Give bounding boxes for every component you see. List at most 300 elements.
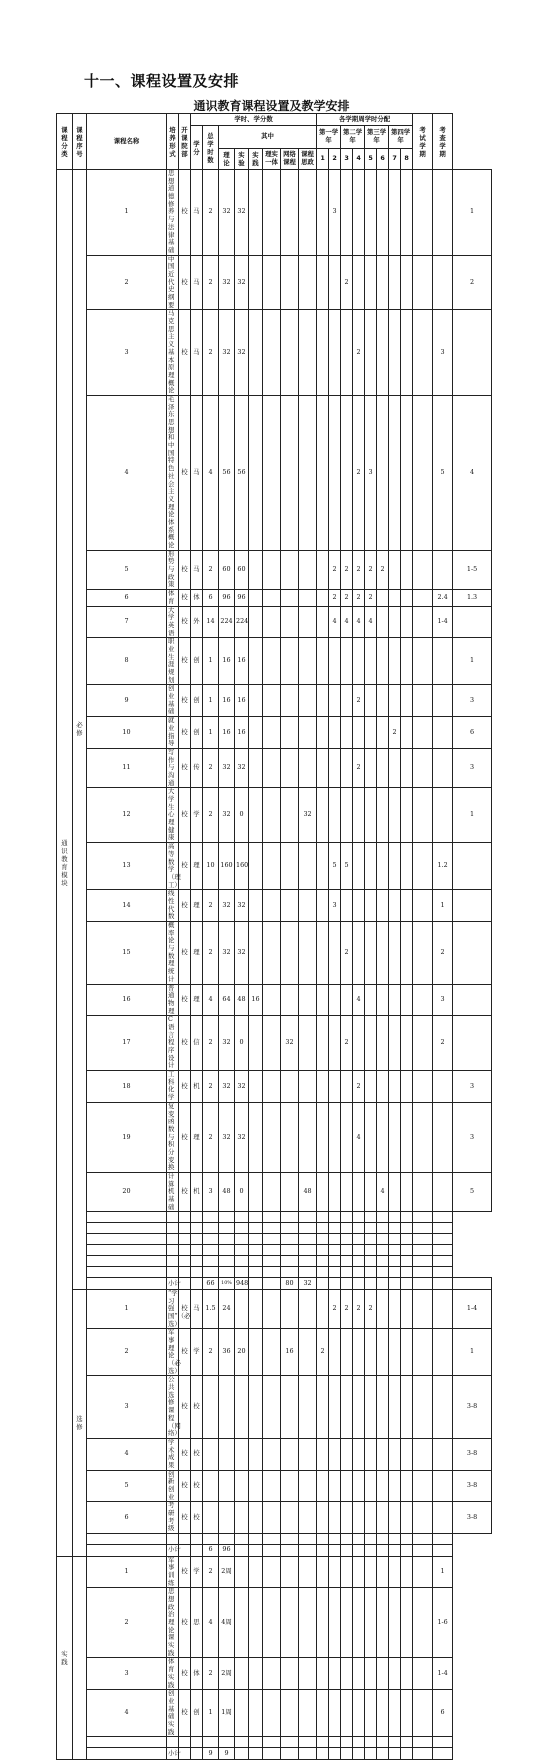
table-row <box>57 685 492 717</box>
empty-cell <box>329 1212 341 1223</box>
row-check: 1 <box>433 1556 453 1588</box>
row-experiment <box>249 1376 263 1439</box>
row-sem-4 <box>365 984 377 1016</box>
empty-cell <box>413 1545 433 1556</box>
empty-cell <box>365 1256 377 1267</box>
empty-cell <box>329 1658 341 1690</box>
row-sem-2 <box>341 170 353 256</box>
row-dept: 马 <box>191 550 203 589</box>
row-check: 3 <box>453 685 492 717</box>
row-seq: 1 <box>87 170 167 256</box>
empty-cell <box>219 1212 235 1223</box>
row-dept: 学 <box>191 1329 203 1376</box>
empty-cell <box>353 1658 365 1690</box>
empty-cell <box>341 1534 353 1545</box>
header-year3: 第三学年 <box>365 126 389 149</box>
row-sem-1: 5 <box>329 843 341 890</box>
row-credit: 1 <box>203 1690 219 1737</box>
empty-cell <box>341 1545 353 1556</box>
empty-cell <box>401 1267 413 1278</box>
row-sem-7 <box>401 1376 413 1439</box>
row-ideology <box>317 255 329 310</box>
row-experiment <box>249 395 263 550</box>
row-exam: 1 <box>433 890 453 922</box>
empty-cell <box>377 1556 389 1588</box>
empty-cell <box>87 1748 167 1759</box>
row-check <box>453 606 492 638</box>
row-sem-7 <box>401 638 413 685</box>
empty-cell <box>329 1234 341 1245</box>
empty-cell <box>281 1588 299 1658</box>
empty-cell <box>389 1267 401 1278</box>
empty-cell <box>263 1534 281 1545</box>
row-sem-7 <box>401 984 413 1016</box>
row-sem-3 <box>353 843 365 890</box>
row-total-hours <box>219 1438 235 1470</box>
empty-cell <box>263 1212 281 1223</box>
row-experiment <box>249 922 263 985</box>
row-sem-3: 2 <box>353 1289 365 1328</box>
empty-cell <box>317 1278 329 1289</box>
row-sem-2 <box>341 1502 353 1534</box>
row-total-hours: 36 <box>219 1329 235 1376</box>
header-year1: 第一学年 <box>317 126 341 149</box>
row-check: 3-8 <box>453 1376 492 1439</box>
empty-cell <box>87 1267 167 1278</box>
row-theory: 16 <box>235 685 249 717</box>
empty-cell <box>263 1748 281 1759</box>
row-theory: 16 <box>235 638 249 685</box>
row-sem-5 <box>377 395 389 550</box>
row-sem-3: 2 <box>353 590 365 606</box>
row-theory: 32 <box>235 922 249 985</box>
row-online <box>299 1376 317 1439</box>
row-practice <box>263 590 281 606</box>
row-sem-6 <box>389 1173 401 1212</box>
header-form: 培养形式 <box>167 114 179 170</box>
row-seq: 6 <box>87 1502 167 1534</box>
course-name: 军事训练 <box>167 1556 179 1588</box>
course-name: 中国近代史纲要 <box>167 255 179 310</box>
category-general: 通识教育模块 <box>57 170 73 1557</box>
row-form: 校 <box>179 890 191 922</box>
row-sem-8 <box>413 890 433 922</box>
row-exam: 2 <box>433 1016 453 1071</box>
row-form: 校 <box>179 550 191 589</box>
row-credit: 2 <box>203 922 219 985</box>
table-row <box>57 1737 492 1748</box>
header-credit: 学分 <box>191 126 203 170</box>
row-sem-6 <box>389 1071 401 1103</box>
row-sem-5 <box>377 890 389 922</box>
row-sem-5 <box>377 1016 389 1071</box>
table-row <box>57 1534 492 1545</box>
table-row <box>57 255 492 310</box>
row-check: 3 <box>453 1071 492 1103</box>
row-theory-practice <box>281 550 299 589</box>
row-sem-8 <box>413 922 433 985</box>
row-sem-7 <box>401 590 413 606</box>
empty-cell <box>263 1690 281 1737</box>
table-row <box>57 606 492 638</box>
row-theory-practice <box>281 395 299 550</box>
row-seq: 6 <box>87 590 167 606</box>
row-sem-8 <box>413 590 433 606</box>
row-theory-practice <box>281 788 299 843</box>
row-exam <box>433 788 453 843</box>
course-name: 职业生涯规划 <box>167 638 179 685</box>
empty-cell <box>377 1690 389 1737</box>
row-practice <box>263 1016 281 1071</box>
row-sem-2 <box>341 395 353 550</box>
empty-cell <box>249 1267 263 1278</box>
row-exam: 2.4 <box>433 590 453 606</box>
row-ideology <box>317 843 329 890</box>
row-experiment <box>249 1502 263 1534</box>
empty-cell <box>167 1256 179 1267</box>
sub-practice-blank <box>73 1556 87 1759</box>
empty-cell <box>341 1278 353 1289</box>
row-sem-3 <box>353 255 365 310</box>
empty-cell <box>341 1690 353 1737</box>
empty-cell <box>299 1658 317 1690</box>
empty-cell <box>263 1556 281 1588</box>
empty-cell <box>377 1588 389 1658</box>
empty-cell <box>377 1234 389 1245</box>
row-seq: 14 <box>87 890 167 922</box>
row-check: 6 <box>453 717 492 749</box>
row-check <box>453 984 492 1016</box>
row-sem-5 <box>377 717 389 749</box>
row-practice <box>263 685 281 717</box>
course-name: 公共选修课程（网络） <box>168 1375 181 1438</box>
row-sem-2 <box>341 984 353 1016</box>
empty-cell <box>87 1545 167 1556</box>
row-ideology <box>317 1102 329 1172</box>
header-theory-practice: 理实一体 <box>263 149 281 170</box>
empty-cell <box>389 1223 401 1234</box>
row-sem-5 <box>377 1470 389 1502</box>
row-dept: 体 <box>191 1658 203 1690</box>
row-sem-6 <box>389 550 401 589</box>
row-check: 1 <box>453 1329 492 1376</box>
row-experiment <box>249 170 263 256</box>
row-sem-8 <box>413 1289 433 1328</box>
row-credit <box>203 1502 219 1534</box>
row-total-hours: 32 <box>219 1071 235 1103</box>
empty-cell <box>249 1534 263 1545</box>
empty-cell <box>329 1588 341 1658</box>
row-credit: 1 <box>203 638 219 685</box>
row-experiment <box>249 1071 263 1103</box>
row-theory-practice <box>281 685 299 717</box>
row-check: 1 <box>453 788 492 843</box>
row-exam <box>433 1376 453 1439</box>
row-sem-7 <box>401 170 413 256</box>
row-credit: 2 <box>203 310 219 396</box>
row-total-hours: 2周 <box>219 1658 235 1690</box>
course-name: 思想政治理论课实践 <box>167 1588 179 1658</box>
header-seq: 课程序号 <box>73 114 87 170</box>
row-ideology <box>317 1438 329 1470</box>
row-online: 32 <box>299 788 317 843</box>
empty-cell <box>365 1223 377 1234</box>
empty-cell <box>413 1748 433 1759</box>
row-practice <box>263 1102 281 1172</box>
empty-cell <box>433 1545 453 1556</box>
row-sem-4 <box>365 717 377 749</box>
row-sem-6 <box>389 922 401 985</box>
row-theory: 0 <box>235 1173 249 1212</box>
row-theory <box>235 1438 249 1470</box>
row-sem-2 <box>341 717 353 749</box>
empty-cell <box>329 1245 341 1256</box>
empty-cell <box>281 1748 299 1759</box>
row-sem-3 <box>353 1329 365 1376</box>
row-seq: 10 <box>87 717 167 749</box>
row-sem-5 <box>377 843 389 890</box>
empty-cell <box>235 1267 249 1278</box>
row-exam <box>433 685 453 717</box>
row-experiment <box>249 843 263 890</box>
row-sem-2: 2 <box>341 590 353 606</box>
row-form: 校 <box>179 638 191 685</box>
row-dept: 理 <box>191 843 203 890</box>
row-credit: 3 <box>203 1173 219 1212</box>
row-sem-5 <box>377 1329 389 1376</box>
empty-cell <box>389 1245 401 1256</box>
empty-cell <box>377 1658 389 1690</box>
course-name: 思想道德修养与法律基础 <box>167 170 179 256</box>
row-practice <box>263 1470 281 1502</box>
row-experiment: 16 <box>249 984 263 1016</box>
row-sem-7 <box>401 788 413 843</box>
empty-cell <box>203 1256 219 1267</box>
row-theory: 32 <box>235 1071 249 1103</box>
row-sem-7 <box>401 1016 413 1071</box>
table-row <box>57 170 492 256</box>
row-credit: 2 <box>203 1658 219 1690</box>
course-name: 学术成果 <box>167 1438 179 1470</box>
empty-cell <box>235 1748 249 1759</box>
row-credit: 2 <box>203 1329 219 1376</box>
row-sem-3: 2 <box>353 395 365 550</box>
empty-cell <box>191 1256 203 1267</box>
empty-cell <box>263 1245 281 1256</box>
row-sem-3 <box>353 1173 365 1212</box>
row-online <box>299 1470 317 1502</box>
row-form: 校 <box>179 1470 191 1502</box>
row-sem-6 <box>389 1376 401 1439</box>
row-total-hours: 16 <box>219 685 235 717</box>
row-seq: 4 <box>87 395 167 550</box>
empty-cell <box>191 1748 203 1759</box>
empty-cell <box>179 1534 191 1545</box>
row-theory-practice <box>281 606 299 638</box>
empty-cell <box>87 1534 167 1545</box>
table-row <box>57 1102 492 1172</box>
empty-cell <box>191 1278 203 1289</box>
row-sem-6 <box>389 890 401 922</box>
empty-cell <box>329 1748 341 1759</box>
row-dept: 理 <box>191 984 203 1016</box>
row-exam: 3 <box>433 310 453 396</box>
empty-cell <box>235 1256 249 1267</box>
row-total-hours: 160 <box>219 843 235 890</box>
empty-cell <box>365 1748 377 1759</box>
row-exam <box>433 1289 453 1328</box>
row-sem-4: 2 <box>365 550 377 589</box>
row-sem-8 <box>413 1173 433 1212</box>
empty-cell <box>235 1588 249 1658</box>
row-online <box>299 1329 317 1376</box>
row-check: 3 <box>453 1102 492 1172</box>
row-sem-4: 4 <box>365 606 377 638</box>
row-seq: 5 <box>87 1470 167 1502</box>
row-seq: 3 <box>87 310 167 396</box>
row-sem-2 <box>341 685 353 717</box>
row-sem-1 <box>329 1173 341 1212</box>
row-total-hours: 48 <box>219 1173 235 1212</box>
empty-cell <box>389 1737 401 1748</box>
row-credit: 6 <box>203 590 219 606</box>
table-row <box>57 638 492 685</box>
row-sem-4 <box>365 1102 377 1172</box>
row-sem-5 <box>377 1102 389 1172</box>
row-theory: 96 <box>235 590 249 606</box>
row-sem-2: 2 <box>341 1289 353 1328</box>
row-experiment <box>249 550 263 589</box>
empty-cell <box>401 1256 413 1267</box>
row-experiment <box>249 1470 263 1502</box>
row-sem-8 <box>413 550 433 589</box>
empty-cell <box>329 1737 341 1748</box>
row-experiment <box>249 1329 263 1376</box>
row-seq: 3 <box>87 1376 167 1439</box>
row-sem-3 <box>353 1470 365 1502</box>
table-row <box>57 1329 492 1376</box>
empty-cell <box>353 1256 365 1267</box>
empty-cell <box>235 1234 249 1245</box>
row-theory-practice <box>281 1071 299 1103</box>
row-sem-4 <box>365 685 377 717</box>
row-form: 校 <box>179 170 191 256</box>
empty-cell <box>377 1737 389 1748</box>
row-sem-6 <box>389 638 401 685</box>
row-total-hours: 16 <box>219 638 235 685</box>
row-sem-1 <box>329 685 341 717</box>
empty-cell <box>167 1234 179 1245</box>
header-hours-group: 学时、学分数 <box>191 114 317 126</box>
row-total-hours: 24 <box>219 1289 235 1328</box>
header-sem-6: 6 <box>377 149 389 170</box>
empty-cell <box>179 1245 191 1256</box>
header-total-hours: 总学时数 <box>203 126 219 170</box>
row-online <box>299 1502 317 1534</box>
row-sem-5 <box>377 984 389 1016</box>
row-theory-practice <box>281 1438 299 1470</box>
header-sem-1: 1 <box>317 149 329 170</box>
empty-cell <box>167 1534 179 1545</box>
course-name: 计算机基础 <box>167 1173 179 1212</box>
row-online <box>299 255 317 310</box>
row-theory-practice <box>281 1102 299 1172</box>
row-sem-3 <box>353 922 365 985</box>
row-theory-practice <box>281 1502 299 1534</box>
row-total-hours: 32 <box>219 255 235 310</box>
row-form: 校 <box>179 1556 191 1588</box>
row-dept: 理 <box>191 1102 203 1172</box>
row-ideology <box>317 984 329 1016</box>
empty-cell <box>317 1223 329 1234</box>
empty-cell <box>413 1278 433 1289</box>
table-row <box>57 1016 492 1071</box>
row-total-hours: 96 <box>219 590 235 606</box>
row-sem-8 <box>413 1470 433 1502</box>
row-form: 校 <box>179 1502 191 1534</box>
row-sem-5 <box>377 922 389 985</box>
row-theory: 32 <box>235 748 249 787</box>
empty-cell <box>167 1267 179 1278</box>
empty-cell <box>353 1278 365 1289</box>
empty-cell <box>389 1556 401 1588</box>
row-experiment <box>249 1289 263 1328</box>
row-sem-1 <box>329 922 341 985</box>
empty-cell <box>219 1223 235 1234</box>
empty-cell <box>281 1212 299 1223</box>
row-theory: 0 <box>235 1016 249 1071</box>
table-row <box>57 922 492 985</box>
row-sem-8 <box>413 1438 433 1470</box>
row-sem-5: 4 <box>377 1173 389 1212</box>
row-credit: 2 <box>203 748 219 787</box>
empty-cell <box>341 1245 353 1256</box>
row-theory <box>235 1289 249 1328</box>
row-sem-8 <box>413 748 433 787</box>
empty-cell <box>365 1234 377 1245</box>
empty-cell <box>281 1223 299 1234</box>
row-sem-2 <box>341 1071 353 1103</box>
row-sem-8 <box>413 788 433 843</box>
row-ideology <box>317 395 329 550</box>
row-dept: 马 <box>191 1289 203 1328</box>
subtotal-online: 32 <box>299 1278 317 1289</box>
row-sem-1 <box>329 1071 341 1103</box>
row-dept: 创 <box>191 717 203 749</box>
empty-cell <box>433 1748 453 1759</box>
empty-cell <box>263 1278 281 1289</box>
empty-cell <box>235 1556 249 1588</box>
row-sem-6 <box>389 395 401 550</box>
empty-cell <box>377 1534 389 1545</box>
row-sem-6 <box>389 843 401 890</box>
row-sem-3: 2 <box>353 550 365 589</box>
row-ideology <box>317 717 329 749</box>
course-name: 工科化学 <box>167 1071 179 1103</box>
row-sem-4 <box>365 310 377 396</box>
row-credit <box>203 1470 219 1502</box>
row-theory-practice <box>281 1289 299 1328</box>
header-sem-8: 8 <box>401 149 413 170</box>
empty-cell <box>353 1748 365 1759</box>
row-sem-7 <box>401 1289 413 1328</box>
row-dept: 外 <box>191 606 203 638</box>
row-seq: 13 <box>87 843 167 890</box>
empty-cell <box>299 1748 317 1759</box>
row-sem-2 <box>341 1470 353 1502</box>
row-experiment <box>249 717 263 749</box>
row-experiment <box>249 255 263 310</box>
